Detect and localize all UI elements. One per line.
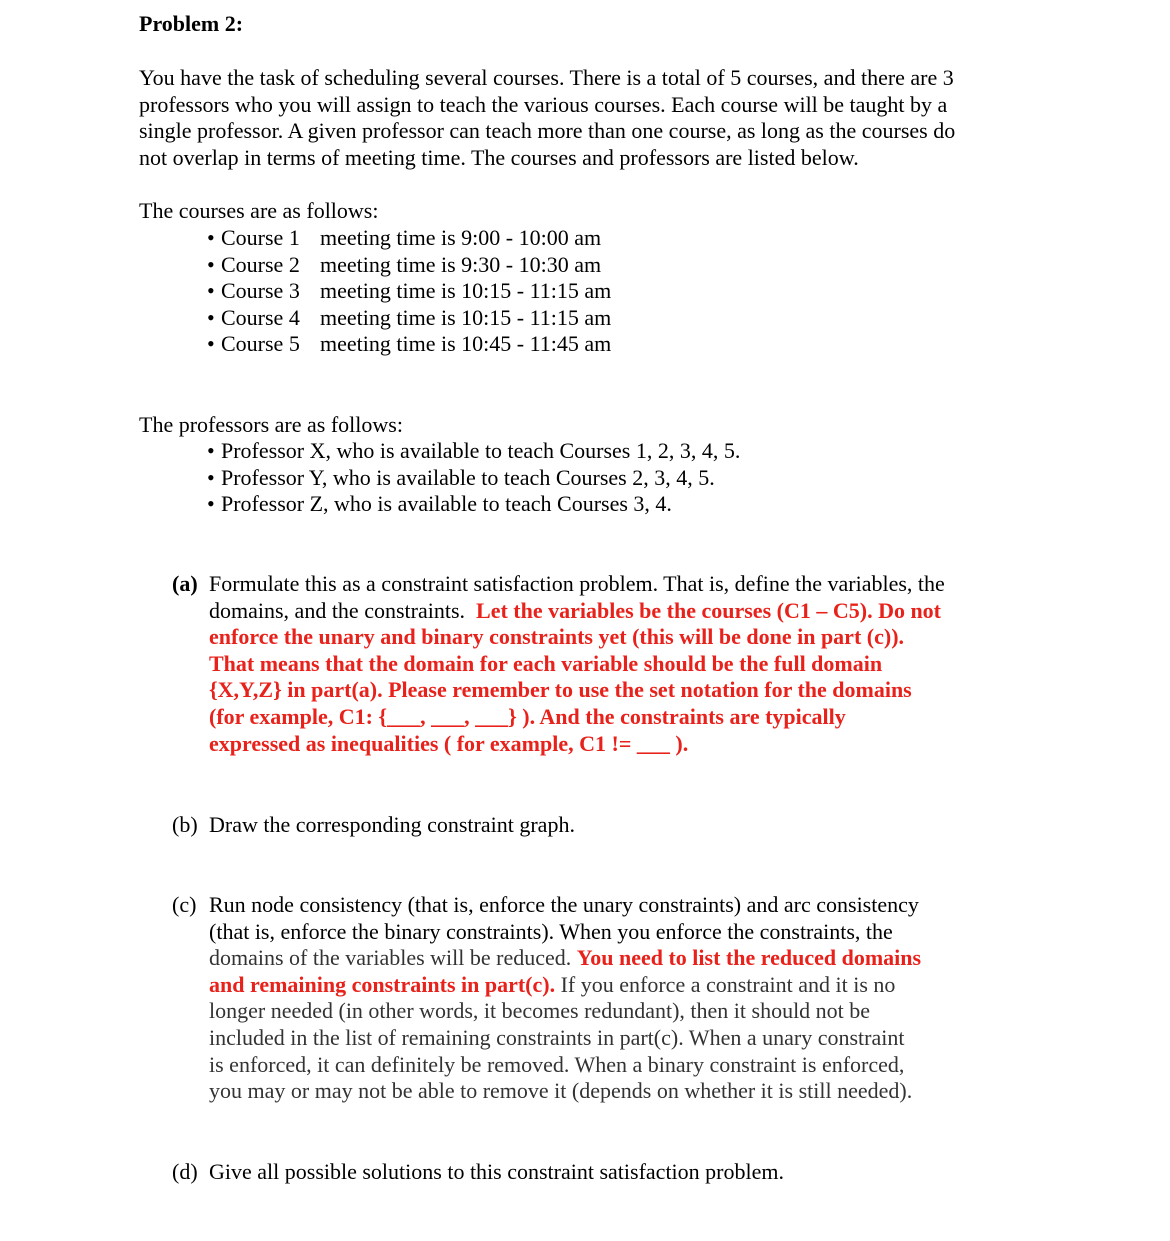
part-a-emphasis: That means that the domain for each variable should be the full domain — [209, 650, 883, 676]
course-name: Course 3 — [221, 278, 300, 304]
professor-list — [207, 438, 740, 518]
course-time: meeting time is 9:30 - 10:30 am — [320, 251, 602, 277]
course-time: meeting time is 9:00 - 10:00 am — [320, 225, 602, 250]
course-name: Course 2 — [221, 251, 300, 277]
part-c-plain: domains of the variables will be reduced. — [209, 945, 572, 971]
part-a — [172, 571, 992, 757]
part-a-line: Formulate this as a constraint satisfaction problem. That is, define the variables, the — [209, 571, 945, 596]
professor-text: Professor Z, who is available to teach Courses 3, 4. — [221, 491, 672, 517]
part-d-label: (d) — [172, 1159, 198, 1184]
part-a-plain: domains, and the constraints. — [209, 597, 466, 623]
courses-heading: The courses are as follows: — [139, 198, 379, 223]
part-c — [172, 892, 992, 1105]
part-a-emphasis: enforce the unary and binary constraints yet (this will be done in part (c)). — [209, 624, 905, 650]
list-item — [207, 491, 740, 518]
list-item — [207, 252, 611, 279]
intro-line: not overlap in terms of meeting time. The courses and professors are listed below. — [139, 144, 859, 170]
bullet-icon: • — [207, 278, 215, 304]
bullet-icon: • — [207, 251, 215, 277]
course-name: Course 4 — [221, 304, 300, 330]
course-time: meeting time is 10:45 - 11:45 am — [320, 331, 612, 357]
part-c-emphasis: and remaining constraints in part(c). — [209, 971, 556, 997]
course-list — [207, 225, 611, 358]
bullet-icon: • — [207, 438, 215, 463]
part-d-text: Give all possible solutions to this constraint satisfaction problem. — [209, 1159, 784, 1184]
list-item — [207, 305, 611, 332]
part-b — [172, 812, 992, 839]
problem-title: Problem 2: — [139, 11, 244, 36]
part-b-label: (b) — [172, 812, 198, 837]
part-c-line: included in the list of remaining constraints in part(c). When a unary constraint — [209, 1024, 905, 1050]
part-c-line: is enforced, it can definitely be removed. When a binary constraint is enforced, — [209, 1051, 905, 1077]
list-item — [207, 331, 611, 358]
part-b-text: Draw the corresponding constraint graph. — [209, 812, 575, 837]
part-c-line: Run node consistency (that is, enforce the unary constraints) and arc consistency — [209, 892, 919, 917]
part-a-line — [209, 598, 992, 625]
part-a-emphasis: expressed as inequalities ( for example, C1 != ___ ). — [209, 730, 689, 756]
intro-paragraph — [139, 65, 1019, 171]
bullet-icon: • — [207, 225, 215, 250]
list-item — [207, 278, 611, 305]
intro-line: You have the task of scheduling several courses. There is a total of 5 courses, and there are 3 — [139, 65, 954, 90]
professors-heading: The professors are as follows: — [139, 412, 403, 437]
course-time: meeting time is 10:15 - 11:15 am — [320, 304, 612, 330]
list-item — [207, 438, 740, 465]
course-name: Course 5 — [221, 331, 300, 357]
part-a-label: (a) — [172, 571, 198, 596]
part-a-emphasis: {X,Y,Z} in part(a). Please remember to use the set notation for the domains — [209, 677, 912, 703]
part-c-emphasis: You need to list the reduced domains — [576, 945, 922, 971]
part-a-emphasis: (for example, C1: {___, ___, ___} ). And the constraints are typically — [209, 703, 846, 729]
part-c-label: (c) — [172, 892, 197, 917]
professor-text: Professor Y, who is available to teach Courses 2, 3, 4, 5. — [221, 464, 715, 490]
professor-text: Professor X, who is available to teach Courses 1, 2, 3, 4, 5. — [221, 438, 741, 463]
list-item — [207, 465, 740, 492]
bullet-icon: • — [207, 304, 215, 330]
intro-line: single professor. A given professor can teach more than one course, as long as the courses do — [139, 118, 956, 144]
bullet-icon: • — [207, 464, 215, 490]
list-item — [207, 225, 611, 252]
bullet-icon: • — [207, 491, 215, 517]
part-c-line: you may or may not be able to remove it (depends on whether it is still needed). — [209, 1078, 913, 1104]
course-name: Course 1 — [221, 225, 300, 250]
part-c-plain: If you enforce a constraint and it is no — [560, 971, 896, 997]
bullet-icon: • — [207, 331, 215, 357]
part-c-line — [209, 945, 992, 972]
intro-line: professors who you will assign to teach the various courses. Each course will be taught by a — [139, 91, 948, 117]
part-a-emphasis: Let the variables be the courses (C1 – C5). Do not — [476, 597, 942, 623]
course-time: meeting time is 10:15 - 11:15 am — [320, 278, 612, 304]
part-c-line — [209, 972, 992, 999]
part-d — [172, 1159, 992, 1186]
part-c-line: (that is, enforce the binary constraints). When you enforce the constraints, the — [209, 918, 893, 944]
part-c-line: longer needed (in other words, it becomes redundant), then it should not be — [209, 998, 871, 1024]
